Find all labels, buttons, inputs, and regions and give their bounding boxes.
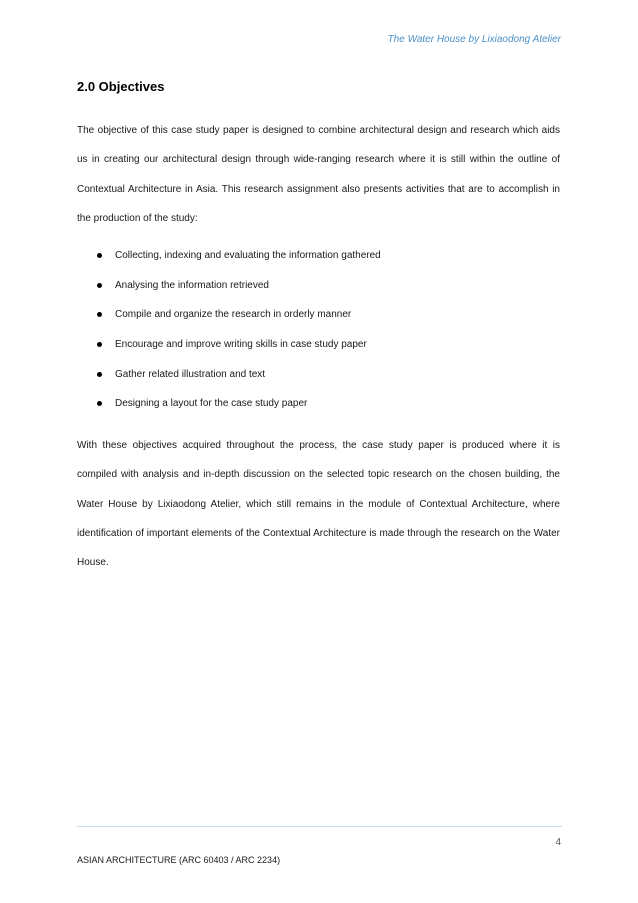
intro-paragraph: The objective of this case study paper is designed to combine architectural design and research which aids us in creating our architectural design through wide-ranging research where it is still within the outline of Contextual Architecture in Asia. This research assignment also presents activities that are to accomplish in the production of the study: [77, 125, 560, 224]
list-item-text: Analysing the information retrieved [115, 279, 269, 291]
bullet-icon [97, 283, 102, 288]
list-item [97, 330, 537, 360]
list-item [97, 300, 537, 330]
list-item-text: Encourage and improve writing skills in case study paper [115, 339, 367, 351]
bullet-icon [97, 372, 102, 377]
footer-divider [77, 826, 562, 827]
objectives-list [97, 241, 537, 419]
bullet-icon [97, 253, 102, 258]
footer-course-code: ASIAN ARCHITECTURE (ARC 60403 / ARC 2234) [77, 855, 281, 865]
conclusion-paragraph: With these objectives acquired throughout the process, the case study paper is produced where it is compiled with analysis and in-depth discussion on the selected topic research on the chosen building, the Water House by Lixiaodong Atelier, which still remains in the module of Contextual Architecture, where identification of important elements of the Contextual Architecture is made through the research on the Water House. [77, 440, 560, 569]
list-item [97, 359, 537, 389]
bullet-icon [97, 342, 102, 347]
list-item-text: Gather related illustration and text [115, 368, 266, 380]
bullet-icon [97, 312, 102, 317]
list-item-text: Compile and organize the research in orderly manner [115, 309, 352, 321]
list-item [97, 241, 537, 271]
list-item-text: Collecting, indexing and evaluating the information gathered [115, 250, 381, 262]
running-header: The Water House by Lixiaodong Atelier [387, 34, 561, 45]
bullet-icon [97, 401, 102, 406]
list-item [97, 271, 537, 301]
list-item-text: Designing a layout for the case study paper [115, 398, 308, 410]
list-item [97, 389, 537, 419]
section-heading: 2.0 Objectives [77, 79, 165, 94]
page-number: 4 [555, 837, 561, 848]
